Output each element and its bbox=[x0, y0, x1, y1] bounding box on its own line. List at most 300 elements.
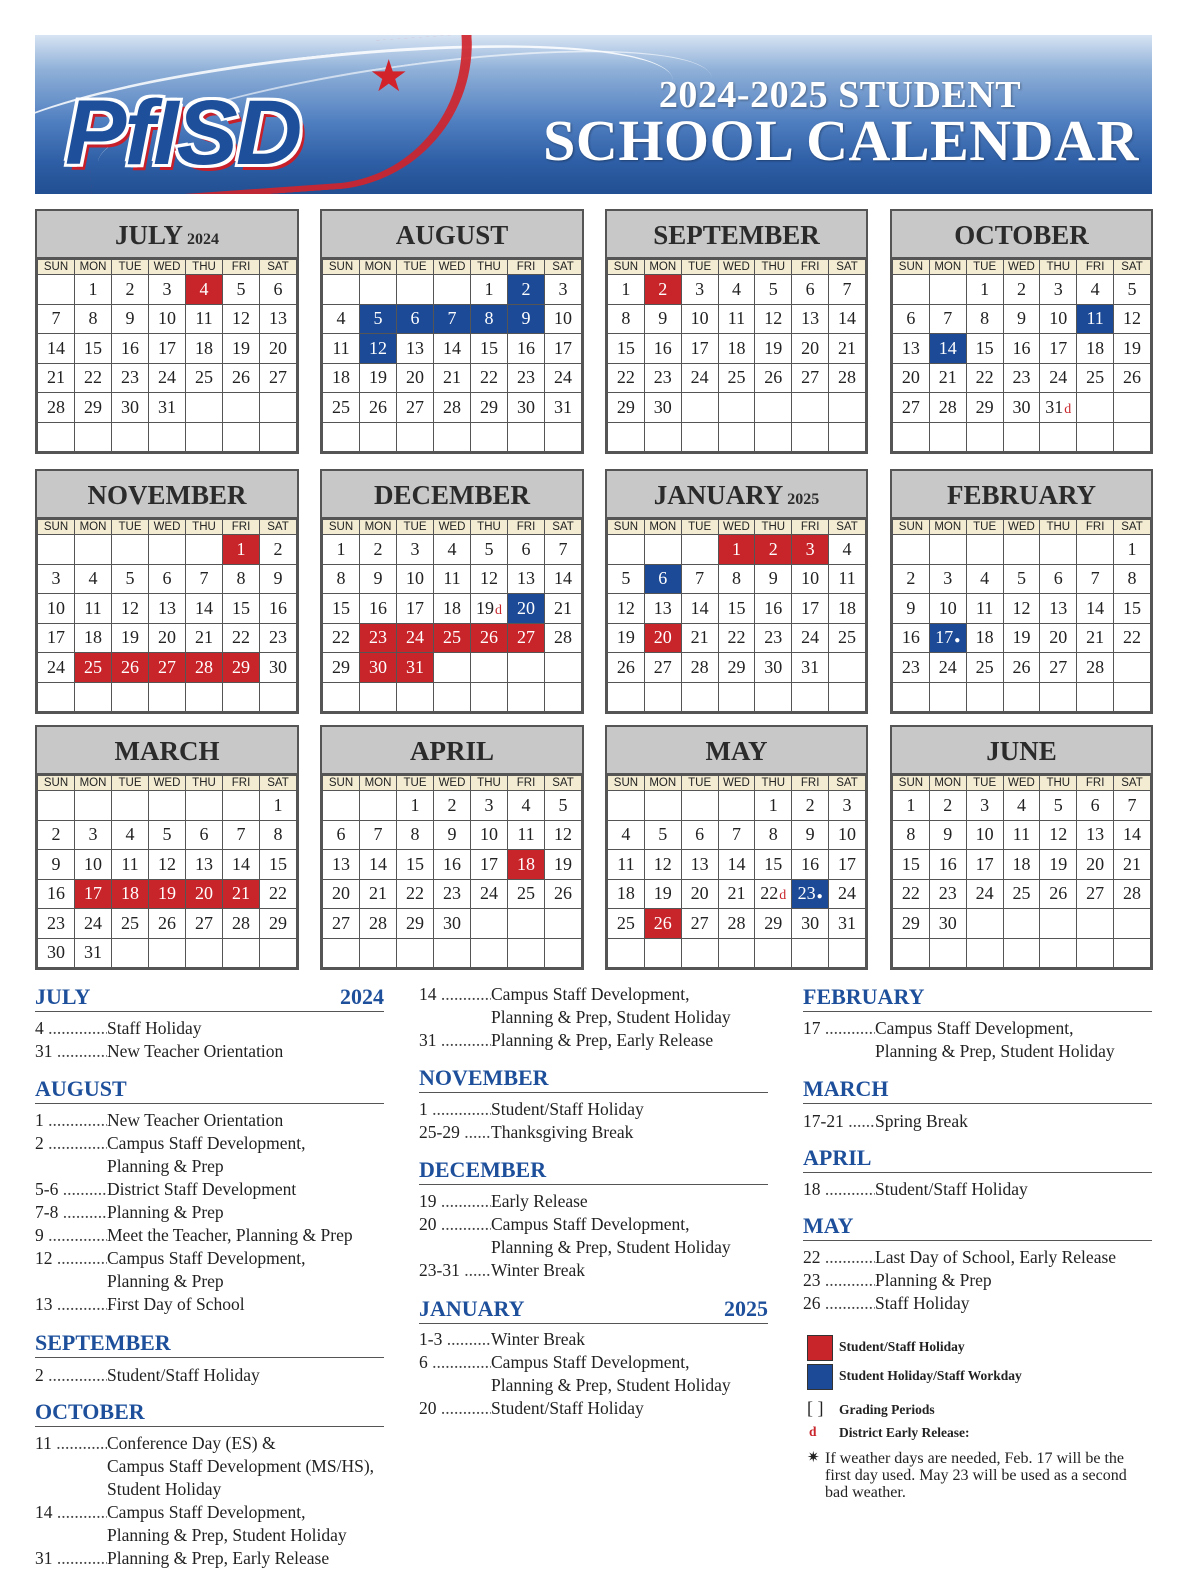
day-cell bbox=[644, 564, 681, 594]
day-number: 10 bbox=[554, 308, 572, 329]
day-cell bbox=[755, 564, 792, 594]
empty-cell bbox=[360, 682, 397, 712]
empty-cell bbox=[149, 535, 186, 565]
weekday-header: WED bbox=[434, 776, 471, 791]
day-cell bbox=[149, 363, 186, 393]
day-cell bbox=[545, 564, 582, 594]
note-event: Staff Holiday bbox=[875, 1293, 970, 1313]
day-cell bbox=[792, 275, 829, 305]
day-cell bbox=[1040, 623, 1077, 653]
day-number: 28 bbox=[690, 656, 709, 677]
day-number: 18 bbox=[838, 597, 857, 618]
day-cell bbox=[792, 820, 829, 850]
empty-cell bbox=[545, 909, 582, 939]
empty-cell bbox=[149, 938, 186, 968]
note-date: 23-31 ..... bbox=[419, 1259, 491, 1282]
day-cell bbox=[260, 334, 297, 364]
day-number: 27 bbox=[517, 627, 535, 648]
weekday-header: SAT bbox=[829, 520, 866, 535]
day-cell bbox=[718, 879, 755, 909]
day-number: 24 bbox=[158, 367, 176, 388]
day-cell bbox=[149, 850, 186, 880]
weekday-header: SAT bbox=[260, 520, 297, 535]
day-cell bbox=[75, 334, 112, 364]
day-number: 26 bbox=[480, 627, 498, 648]
day-number: 4 bbox=[88, 568, 98, 589]
day-cell bbox=[38, 304, 75, 334]
day-number: 31 bbox=[1045, 396, 1064, 417]
day-number: 23 bbox=[269, 627, 287, 648]
day-cell bbox=[929, 363, 966, 393]
notes-month-title: FEBRUARY bbox=[803, 984, 925, 1009]
note-event-continued: Planning & Prep bbox=[107, 1271, 224, 1291]
day-number: 13 bbox=[517, 568, 535, 589]
empty-cell bbox=[186, 938, 223, 968]
early-release-d-icon: d bbox=[809, 1424, 817, 1439]
day-number: 4 bbox=[1090, 278, 1100, 299]
notes-heading-november bbox=[419, 1065, 768, 1093]
day-number: 5 bbox=[558, 794, 568, 815]
day-cell bbox=[186, 363, 223, 393]
note-row bbox=[419, 1213, 690, 1242]
weekday-header: THU bbox=[1040, 776, 1077, 791]
day-number: 26 bbox=[1012, 656, 1031, 677]
day-cell bbox=[38, 909, 75, 939]
day-number: 1 bbox=[336, 538, 346, 559]
empty-cell bbox=[397, 275, 434, 305]
day-cell bbox=[644, 909, 681, 939]
weekday-header: MON bbox=[360, 260, 397, 275]
notes-heading-march bbox=[803, 1076, 1152, 1104]
day-number: 24 bbox=[1049, 367, 1068, 388]
day-number: 13 bbox=[332, 853, 350, 874]
day-cell bbox=[223, 594, 260, 624]
day-number: 15 bbox=[406, 853, 424, 874]
day-cell bbox=[471, 791, 508, 821]
day-number: 20 bbox=[653, 627, 672, 648]
note-row bbox=[35, 1432, 276, 1461]
logo-text: PfISD bbox=[65, 82, 301, 184]
empty-cell bbox=[966, 682, 1003, 712]
note-row bbox=[803, 1110, 968, 1139]
empty-cell bbox=[434, 682, 471, 712]
day-number: 17 bbox=[480, 853, 498, 874]
empty-cell bbox=[434, 938, 471, 968]
note-date: 31 ..... bbox=[35, 1547, 107, 1570]
day-cell bbox=[681, 304, 718, 334]
note-event: Spring Break bbox=[875, 1111, 968, 1131]
notes-month-title: APRIL bbox=[803, 1145, 872, 1170]
empty-cell bbox=[1003, 682, 1040, 712]
day-cell bbox=[1114, 791, 1151, 821]
empty-cell bbox=[966, 535, 1003, 565]
day-cell bbox=[38, 564, 75, 594]
day-cell bbox=[75, 653, 112, 683]
day-cell bbox=[893, 791, 930, 821]
day-number: 24 bbox=[938, 656, 957, 677]
day-cell bbox=[966, 850, 1003, 880]
day-number: 25 bbox=[838, 627, 857, 648]
day-cell bbox=[260, 791, 297, 821]
month-october bbox=[890, 209, 1153, 454]
day-number: 27 bbox=[901, 396, 920, 417]
empty-cell bbox=[323, 275, 360, 305]
day-cell bbox=[75, 938, 112, 968]
weekday-header: SAT bbox=[545, 260, 582, 275]
note-row bbox=[35, 1501, 306, 1530]
note-row bbox=[803, 1017, 1074, 1046]
weekday-header: WED bbox=[718, 260, 755, 275]
day-cell bbox=[1040, 363, 1077, 393]
day-cell bbox=[186, 653, 223, 683]
empty-cell bbox=[260, 682, 297, 712]
day-number: 28 bbox=[195, 656, 213, 677]
day-number: 13 bbox=[1049, 597, 1068, 618]
day-cell bbox=[681, 653, 718, 683]
weekday-header: MON bbox=[644, 776, 681, 791]
day-number: 9 bbox=[1016, 308, 1026, 329]
empty-cell bbox=[718, 422, 755, 452]
day-cell bbox=[792, 879, 829, 909]
day-number: 3 bbox=[695, 278, 705, 299]
day-number: 10 bbox=[47, 597, 65, 618]
day-cell bbox=[829, 909, 866, 939]
day-number: 4 bbox=[125, 824, 135, 845]
day-number: 5 bbox=[373, 308, 383, 329]
month-march bbox=[35, 725, 299, 970]
day-cell bbox=[792, 304, 829, 334]
day-number: 4 bbox=[1016, 794, 1026, 815]
day-cell bbox=[681, 879, 718, 909]
weekday-header: SAT bbox=[1114, 776, 1151, 791]
empty-cell bbox=[323, 791, 360, 821]
day-number: 15 bbox=[616, 337, 635, 358]
empty-cell bbox=[1040, 909, 1077, 939]
day-cell bbox=[644, 623, 681, 653]
day-cell bbox=[75, 564, 112, 594]
day-cell bbox=[434, 393, 471, 423]
day-cell bbox=[644, 334, 681, 364]
empty-cell bbox=[75, 682, 112, 712]
note-event: Student/Staff Holiday bbox=[875, 1179, 1028, 1199]
day-cell bbox=[223, 275, 260, 305]
weekday-header: WED bbox=[434, 520, 471, 535]
day-cell bbox=[360, 535, 397, 565]
day-number: 2 bbox=[906, 568, 916, 589]
empty-cell bbox=[1040, 422, 1077, 452]
day-number: 11 bbox=[517, 824, 535, 845]
weekday-header: THU bbox=[471, 260, 508, 275]
day-cell bbox=[323, 363, 360, 393]
day-cell bbox=[434, 334, 471, 364]
day-cell bbox=[792, 334, 829, 364]
day-number: 20 bbox=[406, 367, 424, 388]
weekday-header: WED bbox=[1003, 520, 1040, 535]
day-cell bbox=[644, 879, 681, 909]
day-cell bbox=[397, 334, 434, 364]
month-label: FEBRUARY bbox=[946, 480, 1097, 510]
day-cell bbox=[397, 820, 434, 850]
weekday-header: FRI bbox=[792, 520, 829, 535]
day-number: 5 bbox=[125, 568, 135, 589]
day-cell bbox=[644, 275, 681, 305]
day-number: 19 bbox=[121, 627, 139, 648]
weekday-header: FRI bbox=[1077, 776, 1114, 791]
empty-cell bbox=[1114, 393, 1151, 423]
day-number: 5 bbox=[1053, 794, 1063, 815]
day-cell bbox=[1003, 850, 1040, 880]
day-number: 5 bbox=[1016, 568, 1026, 589]
weekday-header: SAT bbox=[545, 520, 582, 535]
notes-heading-august bbox=[35, 1076, 384, 1104]
note-row bbox=[419, 1029, 714, 1058]
empty-cell bbox=[644, 938, 681, 968]
day-number: 4 bbox=[842, 538, 852, 559]
day-number: 30 bbox=[764, 656, 783, 677]
empty-cell bbox=[434, 653, 471, 683]
day-cell bbox=[260, 594, 297, 624]
empty-cell bbox=[929, 275, 966, 305]
weekday-header: TUE bbox=[681, 260, 718, 275]
empty-cell bbox=[829, 938, 866, 968]
day-number: 28 bbox=[47, 396, 65, 417]
notes-heading-april bbox=[803, 1145, 1152, 1173]
notes-month-title: DECEMBER bbox=[419, 1157, 547, 1182]
day-number: 28 bbox=[938, 396, 957, 417]
note-event: Planning & Prep bbox=[875, 1270, 992, 1290]
day-number: 28 bbox=[727, 912, 746, 933]
day-number: 24 bbox=[47, 656, 65, 677]
note-date: 1 ..... bbox=[35, 1109, 107, 1132]
day-cell bbox=[644, 820, 681, 850]
day-number: 23 bbox=[443, 883, 461, 904]
day-number: 11 bbox=[84, 597, 102, 618]
day-cell bbox=[323, 909, 360, 939]
note-date: 31 ..... bbox=[419, 1029, 491, 1052]
day-number: 16 bbox=[121, 337, 139, 358]
empty-cell bbox=[929, 422, 966, 452]
day-cell bbox=[508, 594, 545, 624]
day-number: 16 bbox=[653, 337, 672, 358]
empty-cell bbox=[644, 791, 681, 821]
day-number: 2 bbox=[768, 538, 778, 559]
day-cell bbox=[1040, 594, 1077, 624]
day-number: 8 bbox=[88, 308, 98, 329]
day-number: 23 bbox=[121, 367, 139, 388]
note-event: Winter Break bbox=[491, 1260, 586, 1280]
day-number: 25 bbox=[195, 367, 213, 388]
day-cell bbox=[1077, 594, 1114, 624]
day-cell bbox=[38, 594, 75, 624]
day-cell bbox=[260, 850, 297, 880]
day-number: 8 bbox=[980, 308, 990, 329]
day-cell bbox=[75, 820, 112, 850]
day-number: 25 bbox=[443, 627, 461, 648]
title-line-2: SCHOOL CALENDAR bbox=[543, 108, 1139, 173]
notes-heading-july: JULY 2024 bbox=[35, 984, 384, 1012]
day-cell bbox=[829, 594, 866, 624]
notes-month-title: MARCH bbox=[803, 1076, 889, 1101]
empty-cell bbox=[1077, 535, 1114, 565]
day-cell bbox=[434, 850, 471, 880]
day-number: 9 bbox=[906, 597, 916, 618]
day-cell bbox=[644, 850, 681, 880]
day-cell bbox=[718, 820, 755, 850]
notes-heading-may bbox=[803, 1213, 1152, 1241]
note-date: 22 ..... bbox=[803, 1246, 875, 1269]
day-number: 17 bbox=[406, 597, 424, 618]
day-cell bbox=[718, 623, 755, 653]
day-cell bbox=[644, 393, 681, 423]
weekday-header: WED bbox=[718, 520, 755, 535]
note-date: 17-21 ..... bbox=[803, 1110, 875, 1133]
day-cell bbox=[1114, 820, 1151, 850]
empty-cell bbox=[1003, 422, 1040, 452]
day-number: 8 bbox=[273, 824, 283, 845]
day-cell bbox=[1003, 653, 1040, 683]
day-number: 10 bbox=[84, 853, 102, 874]
day-number: 14 bbox=[195, 597, 213, 618]
header-banner bbox=[35, 35, 1152, 194]
month-year: 2024 bbox=[187, 231, 220, 248]
day-cell bbox=[223, 334, 260, 364]
day-cell bbox=[112, 564, 149, 594]
note-event: New Teacher Orientation bbox=[107, 1041, 284, 1061]
empty-cell bbox=[792, 682, 829, 712]
empty-cell bbox=[1003, 909, 1040, 939]
day-number: 30 bbox=[269, 656, 287, 677]
day-cell bbox=[397, 304, 434, 334]
day-cell bbox=[360, 909, 397, 939]
day-cell bbox=[508, 393, 545, 423]
day-number: 10 bbox=[938, 597, 957, 618]
empty-cell bbox=[1077, 422, 1114, 452]
day-number: 9 bbox=[373, 568, 383, 589]
day-cell bbox=[893, 334, 930, 364]
empty-cell bbox=[1040, 535, 1077, 565]
day-cell bbox=[1040, 275, 1077, 305]
day-cell bbox=[360, 653, 397, 683]
day-cell bbox=[608, 909, 645, 939]
empty-cell bbox=[186, 535, 223, 565]
day-number: 7 bbox=[447, 308, 457, 329]
empty-cell bbox=[186, 682, 223, 712]
day-cell bbox=[323, 564, 360, 594]
day-number: 12 bbox=[1012, 597, 1031, 618]
day-cell bbox=[608, 594, 645, 624]
weekday-header: MON bbox=[75, 520, 112, 535]
day-number: 15 bbox=[332, 597, 350, 618]
day-number: 19 bbox=[476, 597, 494, 618]
day-number: 7 bbox=[842, 278, 852, 299]
day-number: 27 bbox=[158, 656, 176, 677]
note-event: Campus Staff Development, bbox=[107, 1248, 306, 1268]
empty-cell bbox=[260, 393, 297, 423]
day-cell bbox=[1040, 820, 1077, 850]
day-cell bbox=[829, 623, 866, 653]
day-number: 24 bbox=[801, 627, 820, 648]
weekday-header: FRI bbox=[792, 260, 829, 275]
day-cell bbox=[755, 334, 792, 364]
day-cell bbox=[829, 275, 866, 305]
day-number: 7 bbox=[731, 824, 741, 845]
day-cell bbox=[508, 820, 545, 850]
note-event-continued: Planning & Prep, Student Holiday bbox=[491, 1375, 731, 1395]
day-number: 4 bbox=[336, 308, 346, 329]
day-number: 1 bbox=[906, 794, 916, 815]
empty-cell bbox=[966, 909, 1003, 939]
day-cell bbox=[397, 535, 434, 565]
day-cell bbox=[792, 909, 829, 939]
weekday-header: SAT bbox=[1114, 520, 1151, 535]
day-cell bbox=[1114, 564, 1151, 594]
day-cell bbox=[360, 363, 397, 393]
day-number: 21 bbox=[195, 627, 213, 648]
day-number: 21 bbox=[938, 367, 957, 388]
day-number: 23 bbox=[764, 627, 783, 648]
note-event: Thanksgiving Break bbox=[491, 1122, 634, 1142]
day-cell bbox=[112, 623, 149, 653]
empty-cell bbox=[112, 938, 149, 968]
day-number: 28 bbox=[232, 912, 250, 933]
day-number: 2 bbox=[125, 278, 135, 299]
note-event-continued: Campus Staff Development (MS/HS), bbox=[107, 1456, 375, 1476]
day-cell bbox=[608, 564, 645, 594]
day-number: 5 bbox=[621, 568, 631, 589]
day-number: 1 bbox=[410, 794, 420, 815]
day-number: 6 bbox=[658, 568, 668, 589]
day-cell bbox=[966, 653, 1003, 683]
day-number: 18 bbox=[975, 627, 994, 648]
day-number: 6 bbox=[695, 824, 705, 845]
day-number: 6 bbox=[199, 824, 209, 845]
day-number: 3 bbox=[805, 538, 815, 559]
day-number: 14 bbox=[554, 568, 572, 589]
day-number: 19 bbox=[369, 367, 387, 388]
day-cell bbox=[112, 594, 149, 624]
note-row bbox=[35, 1247, 306, 1276]
day-cell bbox=[829, 363, 866, 393]
weekday-header: SUN bbox=[323, 260, 360, 275]
empty-cell bbox=[755, 682, 792, 712]
day-number: 6 bbox=[162, 568, 172, 589]
day-number: 22 bbox=[727, 627, 746, 648]
day-cell bbox=[323, 653, 360, 683]
day-number: 9 bbox=[658, 308, 668, 329]
day-cell bbox=[508, 334, 545, 364]
empty-cell bbox=[718, 791, 755, 821]
weekday-header: TUE bbox=[966, 776, 1003, 791]
day-number: 29 bbox=[764, 912, 783, 933]
month-label: JULY bbox=[114, 220, 184, 250]
note-event: District Staff Development bbox=[107, 1179, 297, 1199]
day-cell bbox=[434, 535, 471, 565]
weekday-header: THU bbox=[755, 260, 792, 275]
day-number: 7 bbox=[695, 568, 705, 589]
day-number: 16 bbox=[901, 627, 920, 648]
empty-cell bbox=[893, 275, 930, 305]
empty-cell bbox=[929, 682, 966, 712]
day-cell bbox=[929, 879, 966, 909]
day-cell bbox=[1003, 334, 1040, 364]
day-cell bbox=[508, 275, 545, 305]
day-cell bbox=[149, 594, 186, 624]
empty-cell bbox=[829, 653, 866, 683]
day-cell bbox=[434, 791, 471, 821]
day-cell bbox=[966, 275, 1003, 305]
day-number: 15 bbox=[232, 597, 250, 618]
notes-month-title: NOVEMBER bbox=[419, 1065, 549, 1090]
